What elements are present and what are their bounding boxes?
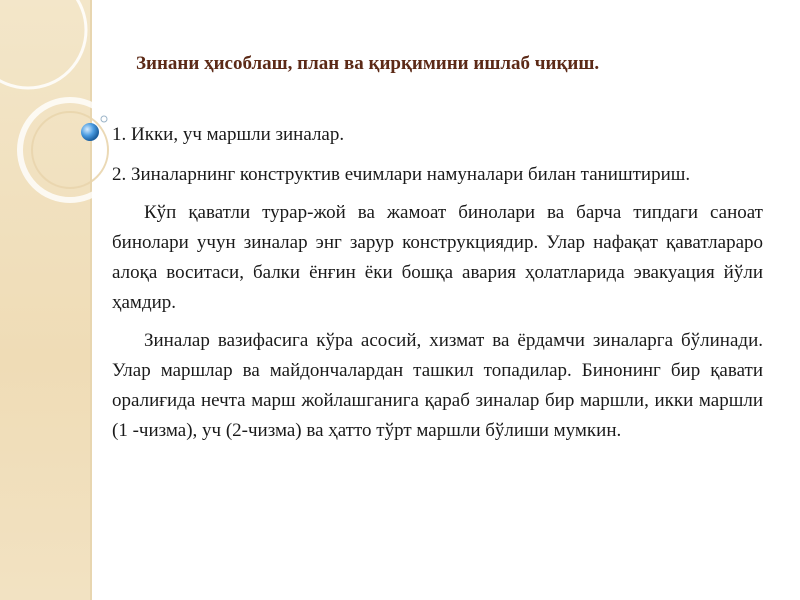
paragraph-2: Зиналар вазифасига кўра асосий, хизмат ва ёрдамчи зиналарга бўлинади. Улар маршлар ва майдончалардан ташкил топадилар. Бинонинг бир қавати оралиғида нечта марш жойлашганига қараб зиналар бир маршли, икки маршли (1 -чизма), уч (2-чизма) ва ҳатто тўрт маршли бўлиши мумкин. [112, 330, 763, 441]
list-item-2: 2. Зиналарнинг конструктив ечимлари намуналари билан таништириш. [112, 164, 691, 185]
list-item-1: 1. Икки, уч маршли зиналар. [112, 124, 345, 145]
slide-content [112, 120, 763, 446]
decor-ring-top [0, 0, 86, 88]
slide-title: Зинани ҳисоблаш, план ва қирқимини ишлаб чиқиш. [136, 53, 600, 74]
decorative-circles [0, 0, 130, 240]
decor-ring-inner [32, 112, 108, 188]
paragraph-1: Кўп қаватли турар-жой ва жамоат бинолари ва барча типдаги саноат бинолари учун зиналар энг зарур конструкциядир. Улар нафақат қаватлараро алоқа воситаси, балки ёнғин ёки бошқа авария ҳолатларида эвакуация йўли ҳамдир. [112, 202, 763, 313]
bullet-ball-icon [81, 123, 99, 141]
decor-ring-large [20, 100, 120, 200]
